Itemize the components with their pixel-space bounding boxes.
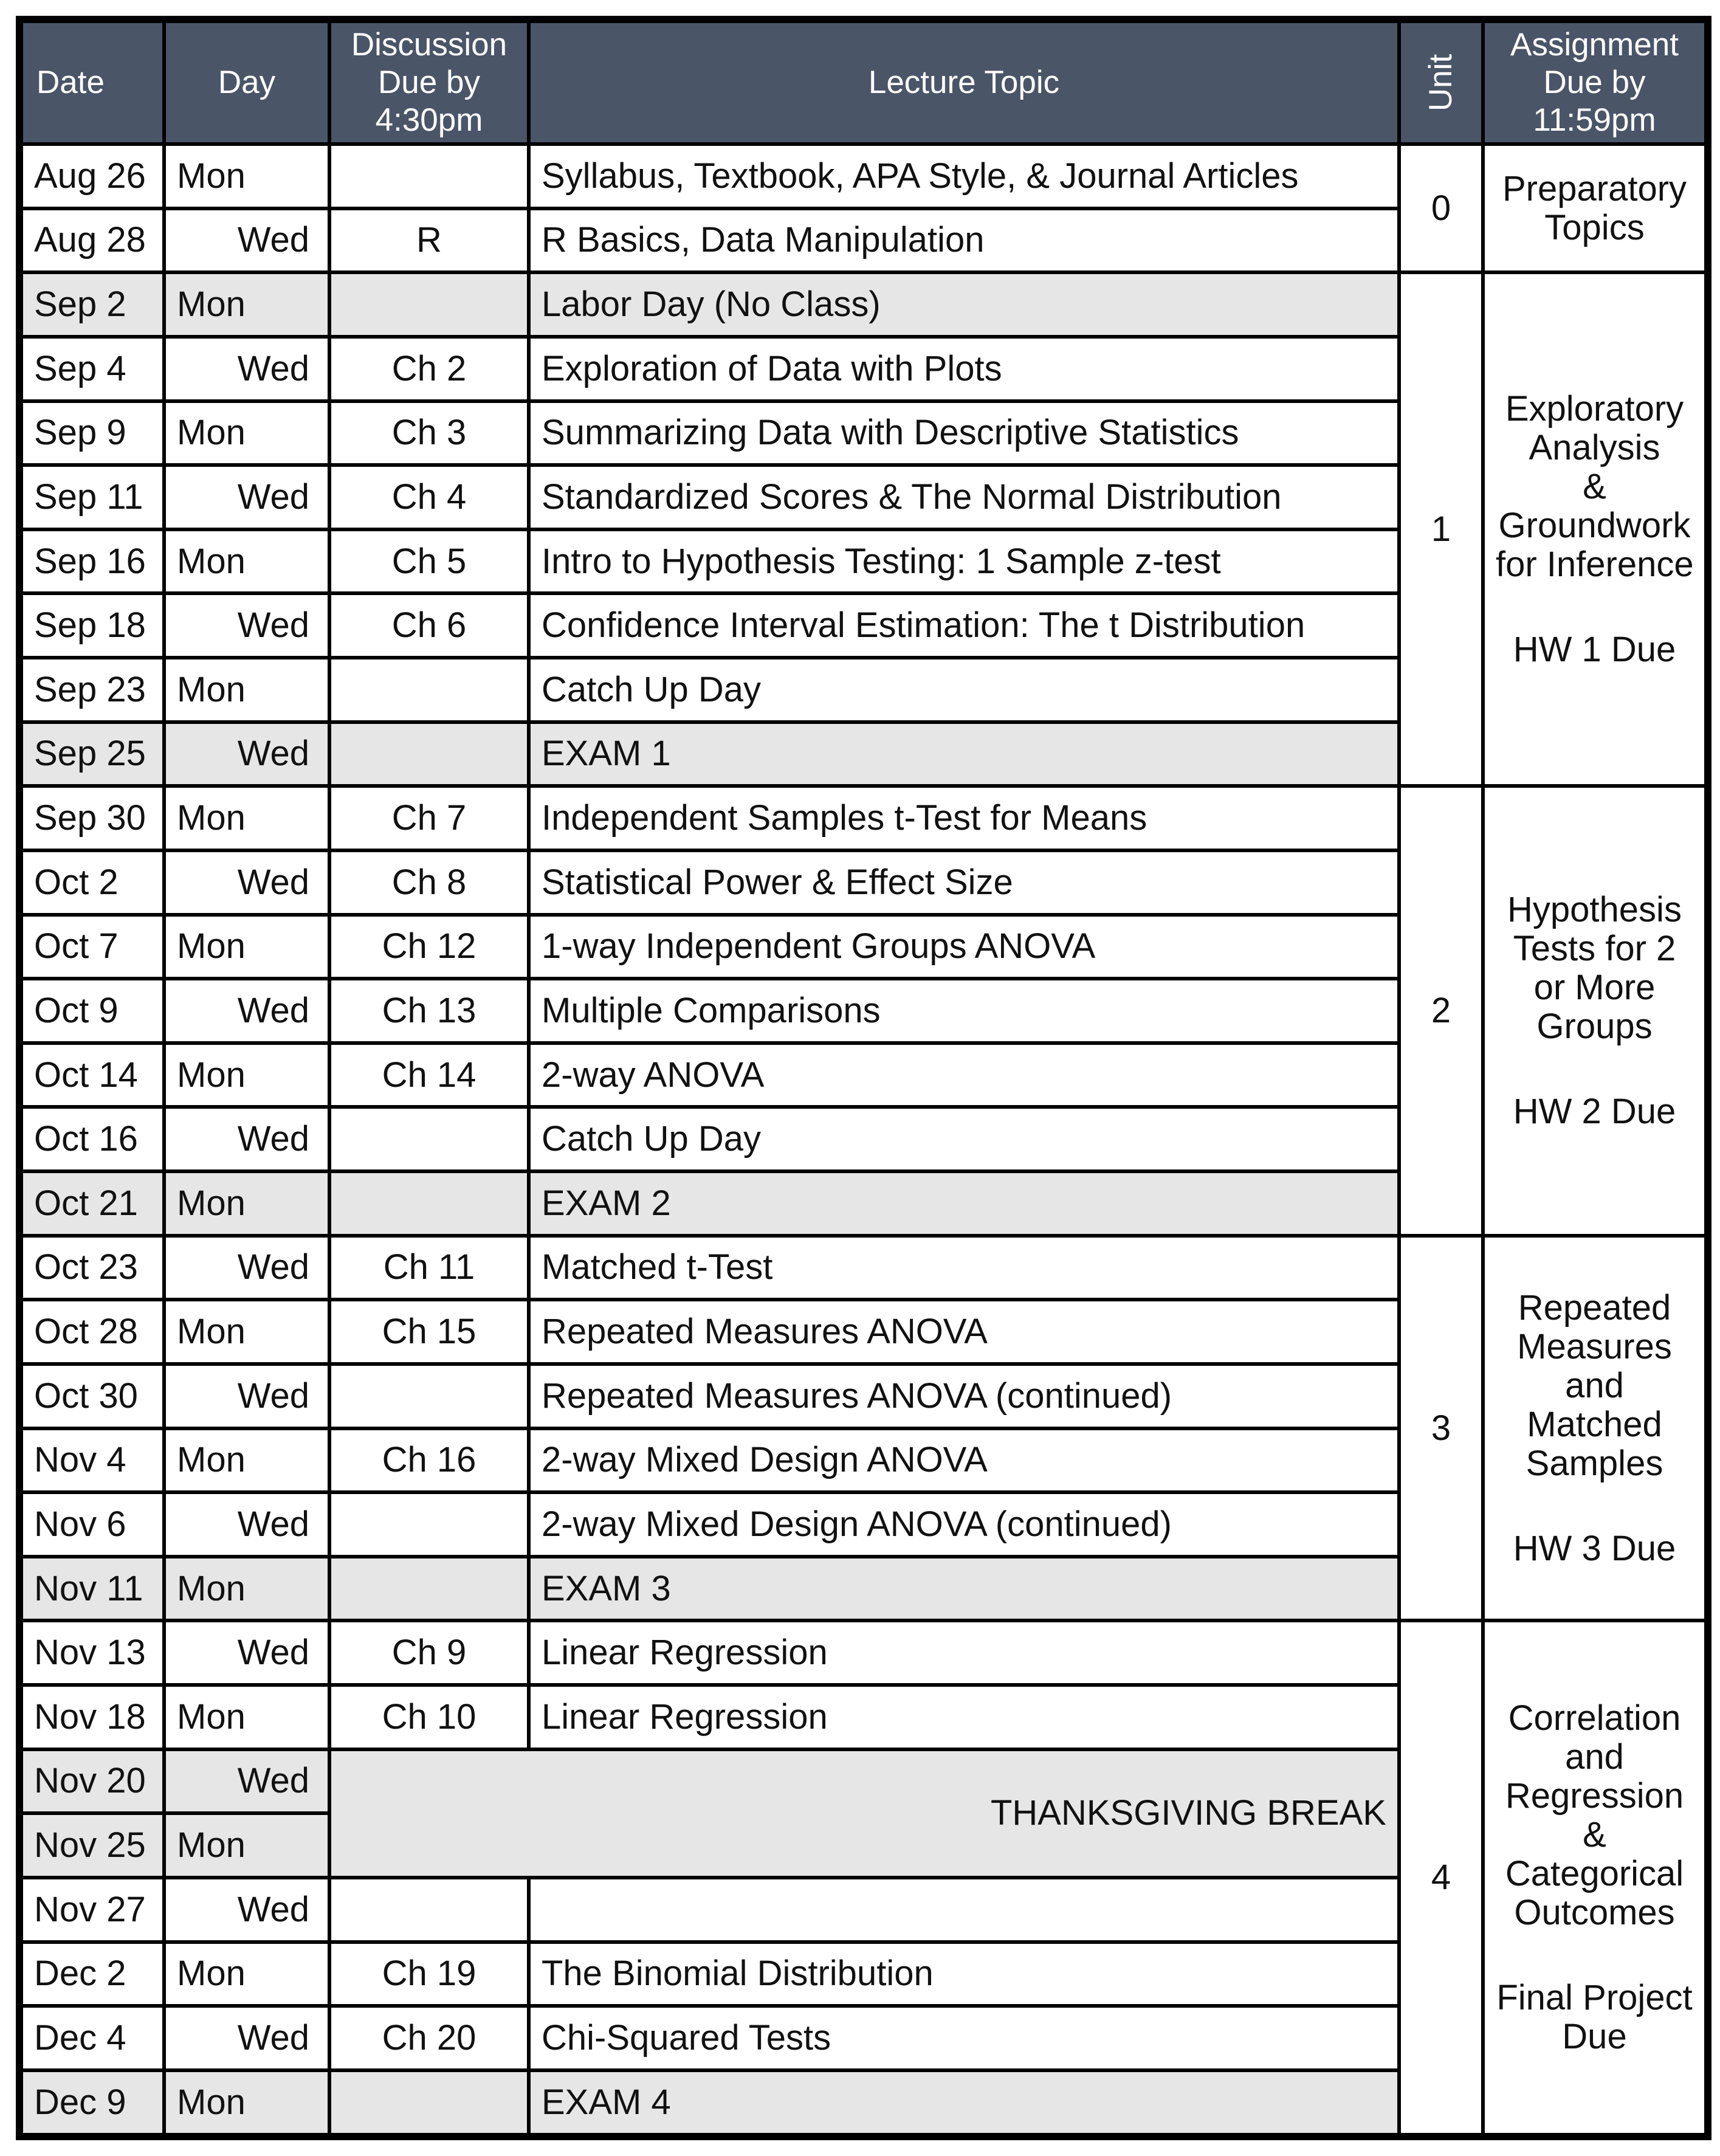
- assignment-topic-line: Categorical: [1505, 1854, 1684, 1894]
- discussion-cell: R: [329, 208, 529, 273]
- header-date: Date: [19, 19, 164, 144]
- unit-number-cell: 1: [1399, 272, 1483, 786]
- thanksgiving-break-cell: THANKSGIVING BREAK: [329, 1749, 1399, 1878]
- assignment-cell: [1483, 272, 1708, 786]
- discussion-cell: [329, 1107, 529, 1171]
- day-cell: Wed: [164, 2006, 329, 2070]
- date-cell: Sep 9: [19, 401, 164, 466]
- schedule-row: [19, 786, 1708, 850]
- discussion-cell: [329, 1171, 529, 1236]
- lecture-topic-cell: EXAM 3: [529, 1557, 1399, 1621]
- discussion-cell: Ch 3: [329, 401, 529, 466]
- date-cell: Oct 28: [19, 1300, 164, 1364]
- discussion-cell: Ch 8: [329, 850, 529, 915]
- discussion-cell: Ch 10: [329, 1685, 529, 1749]
- discussion-cell: Ch 2: [329, 337, 529, 401]
- assignment-cell: [1483, 1236, 1708, 1621]
- assignment-topic-line: Correlation: [1508, 1698, 1681, 1738]
- lecture-topic-cell: Syllabus, Textbook, APA Style, & Journal Articles: [529, 144, 1399, 208]
- assignment-spacer: [1496, 1932, 1693, 1979]
- header-unit: [1399, 19, 1483, 144]
- day-cell: Mon: [164, 915, 329, 979]
- day-cell: Mon: [164, 1300, 329, 1364]
- assignment-due-line: HW 1 Due: [1513, 629, 1676, 669]
- lecture-topic-cell: EXAM 4: [529, 2070, 1399, 2137]
- assignment-topic-line: and: [1565, 1737, 1624, 1777]
- assignment-due-line: Final Project: [1496, 1978, 1693, 2018]
- lecture-topic-cell: Linear Regression: [529, 1620, 1399, 1685]
- date-cell: Nov 18: [19, 1685, 164, 1749]
- discussion-cell: Ch 9: [329, 1620, 529, 1685]
- lecture-topic-cell: Repeated Measures ANOVA (continued): [529, 1364, 1399, 1428]
- date-cell: Dec 4: [19, 2006, 164, 2070]
- date-cell: Oct 16: [19, 1107, 164, 1171]
- lecture-topic-cell: R Basics, Data Manipulation: [529, 208, 1399, 273]
- date-cell: Oct 7: [19, 915, 164, 979]
- lecture-topic-cell: EXAM 1: [529, 722, 1399, 787]
- assignment-topic-line: &: [1583, 466, 1606, 506]
- date-cell: Sep 25: [19, 722, 164, 787]
- assignment-topic-line: Hypothesis: [1507, 889, 1682, 929]
- schedule-row: [19, 144, 1708, 208]
- day-cell: Mon: [164, 401, 329, 466]
- header-unit-label: Unit: [1422, 53, 1459, 112]
- lecture-topic-cell: Matched t-Test: [529, 1236, 1399, 1300]
- date-cell: Nov 6: [19, 1492, 164, 1557]
- lecture-topic-cell: Confidence Interval Estimation: The t Distribution: [529, 593, 1399, 658]
- lecture-topic-cell: [529, 1878, 1399, 1942]
- discussion-cell: Ch 12: [329, 915, 529, 979]
- assignment-topic-line: Outcomes: [1514, 1893, 1675, 1933]
- discussion-cell: [329, 272, 529, 337]
- day-cell: Mon: [164, 1685, 329, 1749]
- assignment-topic-line: Matched: [1527, 1404, 1662, 1444]
- discussion-cell: [329, 144, 529, 208]
- discussion-cell: [329, 1364, 529, 1428]
- discussion-cell: Ch 4: [329, 465, 529, 529]
- lecture-topic-cell: EXAM 2: [529, 1171, 1399, 1236]
- date-cell: Oct 2: [19, 850, 164, 915]
- day-cell: Wed: [164, 850, 329, 915]
- date-cell: Nov 11: [19, 1557, 164, 1621]
- header-discussion: Discussion Due by 4:30pm: [329, 19, 529, 144]
- assignment-topic-line: Repeated: [1518, 1287, 1671, 1328]
- schedule-row: [19, 1236, 1708, 1300]
- assignment-due-line: HW 3 Due: [1513, 1528, 1676, 1568]
- assignment-topic-line: Samples: [1526, 1443, 1663, 1483]
- assignment-cell: [1483, 144, 1708, 272]
- lecture-topic-cell: Exploration of Data with Plots: [529, 337, 1399, 401]
- lecture-topic-cell: Catch Up Day: [529, 658, 1399, 722]
- lecture-topic-cell: Chi-Squared Tests: [529, 2006, 1399, 2070]
- day-cell: Wed: [164, 593, 329, 658]
- day-cell: Wed: [164, 979, 329, 1043]
- day-cell: Wed: [164, 1620, 329, 1685]
- date-cell: Nov 27: [19, 1878, 164, 1942]
- discussion-cell: Ch 15: [329, 1300, 529, 1364]
- day-cell: Mon: [164, 144, 329, 208]
- day-cell: Wed: [164, 1492, 329, 1557]
- discussion-cell: [329, 658, 529, 722]
- discussion-cell: Ch 20: [329, 2006, 529, 2070]
- lecture-topic-cell: Intro to Hypothesis Testing: 1 Sample z-test: [529, 529, 1399, 594]
- assignment-due-line: HW 2 Due: [1513, 1091, 1676, 1131]
- day-cell: Mon: [164, 1813, 329, 1878]
- date-cell: Sep 11: [19, 465, 164, 529]
- day-cell: Mon: [164, 658, 329, 722]
- day-cell: Wed: [164, 208, 329, 273]
- date-cell: Aug 26: [19, 144, 164, 208]
- day-cell: Wed: [164, 1749, 329, 1814]
- day-cell: Mon: [164, 272, 329, 337]
- unit-number-cell: 0: [1399, 144, 1483, 272]
- assignment-spacer: [1496, 1046, 1693, 1092]
- day-cell: Wed: [164, 1236, 329, 1300]
- date-cell: Nov 13: [19, 1620, 164, 1685]
- day-cell: Wed: [164, 722, 329, 787]
- date-cell: Oct 9: [19, 979, 164, 1043]
- day-cell: Wed: [164, 465, 329, 529]
- date-cell: Dec 2: [19, 1942, 164, 2006]
- date-cell: Sep 16: [19, 529, 164, 594]
- lecture-topic-cell: The Binomial Distribution: [529, 1942, 1399, 2006]
- unit-number-cell: 3: [1399, 1236, 1483, 1621]
- assignment-topic-line: Analysis: [1529, 427, 1660, 467]
- date-cell: Sep 23: [19, 658, 164, 722]
- lecture-topic-cell: Linear Regression: [529, 1685, 1399, 1749]
- schedule-row: [19, 272, 1708, 337]
- discussion-cell: Ch 16: [329, 1428, 529, 1493]
- date-cell: Dec 9: [19, 2070, 164, 2137]
- lecture-topic-cell: 2-way Mixed Design ANOVA: [529, 1428, 1399, 1493]
- lecture-topic-cell: Statistical Power & Effect Size: [529, 850, 1399, 915]
- lecture-topic-cell: Repeated Measures ANOVA: [529, 1300, 1399, 1364]
- assignment-topic-line: &: [1583, 1815, 1606, 1855]
- discussion-cell: Ch 5: [329, 529, 529, 594]
- unit-number-cell: 4: [1399, 1620, 1483, 2137]
- assignment-spacer: [1496, 584, 1693, 630]
- date-cell: Sep 30: [19, 786, 164, 850]
- discussion-cell: Ch 14: [329, 1043, 529, 1107]
- lecture-topic-cell: Independent Samples t-Test for Means: [529, 786, 1399, 850]
- discussion-cell: [329, 722, 529, 787]
- assignment-topic-line: Groundwork: [1498, 505, 1691, 545]
- discussion-cell: Ch 13: [329, 979, 529, 1043]
- lecture-topic-cell: Multiple Comparisons: [529, 979, 1399, 1043]
- day-cell: Wed: [164, 1107, 329, 1171]
- discussion-cell: Ch 6: [329, 593, 529, 658]
- discussion-cell: [329, 1557, 529, 1621]
- date-cell: Aug 28: [19, 208, 164, 273]
- day-cell: Wed: [164, 337, 329, 401]
- date-cell: Sep 18: [19, 593, 164, 658]
- day-cell: Mon: [164, 1043, 329, 1107]
- discussion-cell: Ch 11: [329, 1236, 529, 1300]
- header-assignment: Assignment Due by 11:59pm: [1483, 19, 1708, 144]
- assignment-topic-line: or More: [1533, 967, 1656, 1007]
- assignment-spacer: [1496, 1483, 1693, 1529]
- discussion-cell: [329, 2070, 529, 2137]
- assignment-topic-line: Preparatory: [1502, 168, 1687, 208]
- lecture-topic-cell: Catch Up Day: [529, 1107, 1399, 1171]
- lecture-topic-cell: Labor Day (No Class): [529, 272, 1399, 337]
- assignment-topic-line: Tests for 2: [1513, 928, 1676, 968]
- date-cell: Sep 2: [19, 272, 164, 337]
- discussion-cell: Ch 7: [329, 786, 529, 850]
- day-cell: Mon: [164, 1171, 329, 1236]
- discussion-cell: [329, 1878, 529, 1942]
- date-cell: Oct 14: [19, 1043, 164, 1107]
- header-row: [19, 19, 1708, 144]
- discussion-cell: Ch 19: [329, 1942, 529, 2006]
- day-cell: Mon: [164, 529, 329, 594]
- lecture-topic-cell: 2-way Mixed Design ANOVA (continued): [529, 1492, 1399, 1557]
- date-cell: Oct 21: [19, 1171, 164, 1236]
- assignment-topic-line: Exploratory: [1505, 388, 1684, 429]
- day-cell: Mon: [164, 1942, 329, 2006]
- day-cell: Wed: [164, 1364, 329, 1428]
- lecture-topic-cell: 2-way ANOVA: [529, 1043, 1399, 1107]
- date-cell: Nov 4: [19, 1428, 164, 1493]
- header-lecture-topic: Lecture Topic: [529, 19, 1399, 144]
- day-cell: Mon: [164, 786, 329, 850]
- assignment-topic-line: and: [1565, 1365, 1624, 1405]
- assignment-topic-line: Topics: [1544, 207, 1645, 247]
- lecture-topic-cell: 1-way Independent Groups ANOVA: [529, 915, 1399, 979]
- day-cell: Mon: [164, 1428, 329, 1493]
- lecture-topic-cell: Summarizing Data with Descriptive Statistics: [529, 401, 1399, 466]
- assignment-due-line: Due: [1562, 2017, 1627, 2057]
- schedule-row: [19, 1620, 1708, 1685]
- date-cell: Nov 25: [19, 1813, 164, 1878]
- date-cell: Sep 4: [19, 337, 164, 401]
- header-day: Day: [164, 19, 329, 144]
- day-cell: Wed: [164, 1878, 329, 1942]
- discussion-cell: [329, 1492, 529, 1557]
- day-cell: Mon: [164, 1557, 329, 1621]
- date-cell: Oct 30: [19, 1364, 164, 1428]
- assignment-topic-line: Groups: [1536, 1006, 1653, 1046]
- assignment-topic-line: Measures: [1517, 1326, 1672, 1366]
- day-cell: Mon: [164, 2070, 329, 2137]
- date-cell: Oct 23: [19, 1236, 164, 1300]
- unit-number-cell: 2: [1399, 786, 1483, 1235]
- course-schedule-table: [16, 16, 1711, 2140]
- assignment-cell: [1483, 786, 1708, 1235]
- lecture-topic-cell: Standardized Scores & The Normal Distribution: [529, 465, 1399, 529]
- assignment-cell: [1483, 1620, 1708, 2137]
- assignment-topic-line: Regression: [1505, 1776, 1684, 1816]
- date-cell: Nov 20: [19, 1749, 164, 1814]
- assignment-topic-line: for Inference: [1496, 544, 1694, 584]
